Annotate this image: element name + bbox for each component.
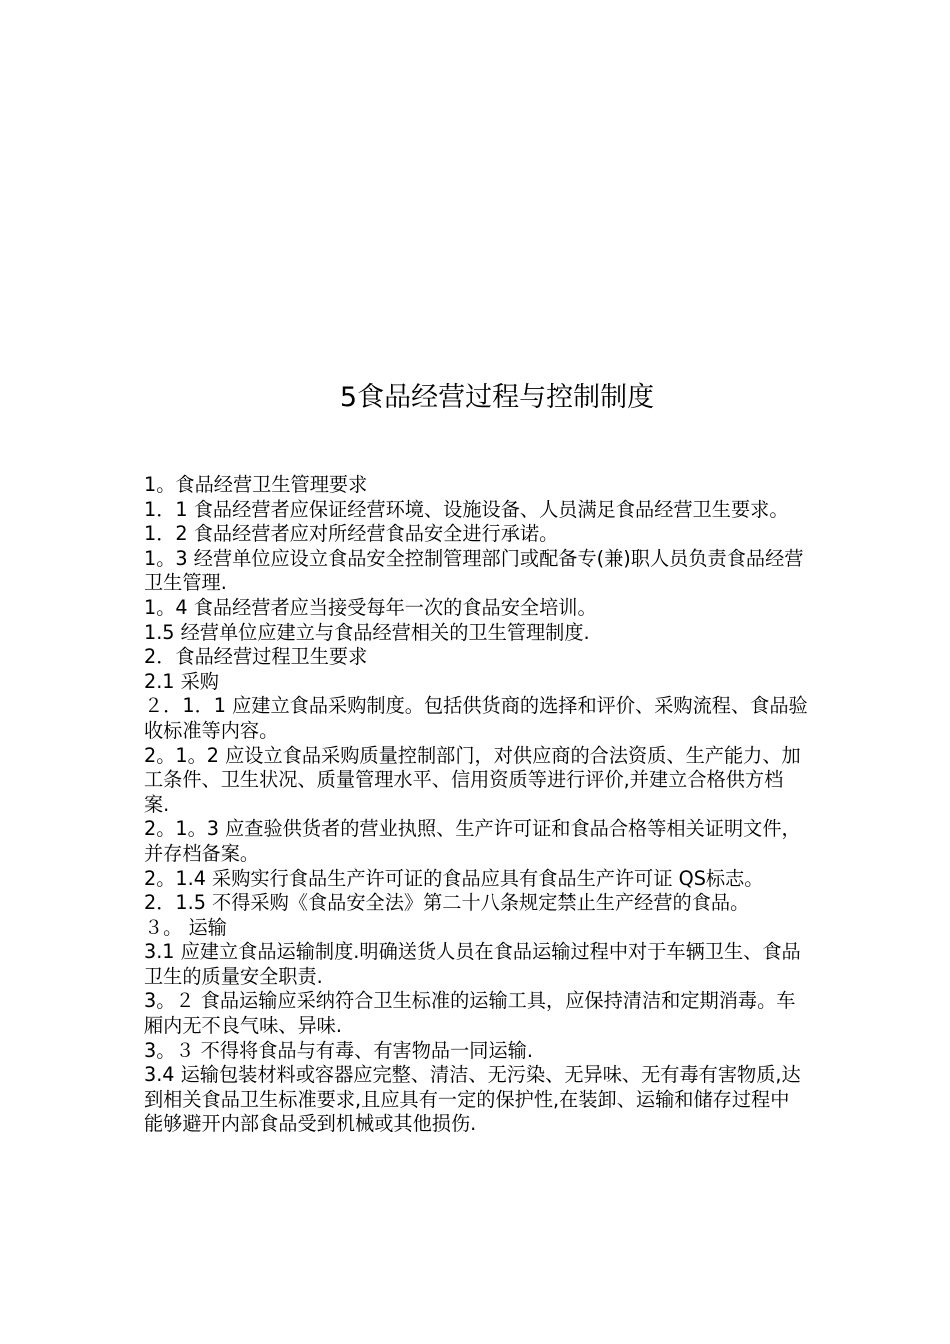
document-title: 5食品经营过程与控制制度 — [339, 382, 655, 413]
paragraph: 2。1.4 采购实行食品生产许可证的食品应具有食品生产许可证 QS标志。 — [144, 866, 764, 890]
paragraph: 1。4 食品经营者应当接受每年一次的食品安全培训。 — [144, 595, 597, 619]
paragraph: 1.5 经营单位应建立与食品经营相关的卫生管理制度. — [144, 620, 590, 644]
paragraph: 2．1.5 不得采购《食品安全法》第二十八条规定禁止生产经营的食品。 — [144, 891, 750, 915]
paragraph: ２．1．1 应建立食品采购制度。包括供货商的选择和评价、采购流程、食品验收标准等内容。 — [144, 694, 808, 742]
paragraph: 1。食品经营卫生管理要求 — [144, 473, 368, 496]
subsection-heading: 2.1 采购 — [144, 669, 219, 693]
paragraph: 1。3 经营单位应设立食品安全控制管理部门或配备专(兼)职人员负责食品经营卫生管理. — [144, 546, 804, 595]
paragraph: 3。３ 不得将食品与有毒、有害物品一同运输. — [144, 1038, 533, 1062]
paragraph: 3。２ 食品运输应采纳符合卫生标准的运输工具，应保持清洁和定期消毒。车厢内无不良气味、异味. — [144, 989, 796, 1038]
paragraph: 1．1 食品经营者应保证经营环境、设施设备、人员满足食品经营卫生要求。 — [144, 497, 789, 521]
section-heading: ３。 运输 — [144, 915, 227, 939]
paragraph: 1．2 食品经营者应对所经营食品安全进行承诺。 — [144, 522, 559, 546]
section-heading: 2．食品经营过程卫生要求 — [144, 645, 368, 669]
paragraph: 3.1 应建立食品运输制度.明确送货人员在食品运输过程中对于车辆卫生、食品卫生的质量安全职责. — [144, 940, 801, 988]
document-body — [144, 473, 808, 1137]
paragraph: 3.4 运输包装材料或容器应完整、清洁、无污染、无异味、无有毒有害物质,达到相关食品卫生标准要求,且应具有一定的保护性,在装卸、运输和储存过程中能够避开内部食品受到机械或其他损伤. — [144, 1063, 801, 1136]
paragraph: 2。1。2 应设立食品采购质量控制部门，对供应商的合法资质、生产能力、加工条件、卫生状况、质量管理水平、信用资质等进行评价,并建立合格供方档案. — [144, 743, 801, 816]
paragraph: 2。1。3 应查验供货者的营业执照、生产许可证和食品合格等相关证明文件，并存档备案。 — [144, 817, 801, 865]
